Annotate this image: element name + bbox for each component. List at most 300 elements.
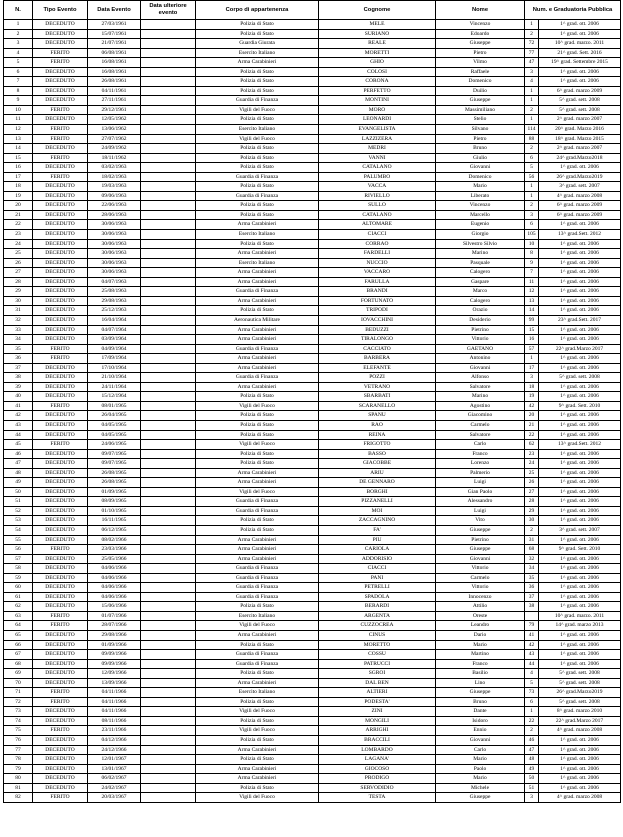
event-date-cell: 25/05/1966 [88, 554, 141, 564]
event-type-cell: DECEDUTO [33, 640, 88, 650]
event-type-cell: DECEDUTO [33, 325, 88, 335]
first-name-cell: Marino [436, 392, 525, 402]
corps-cell: Polizia di Stato [196, 525, 319, 535]
ranking-number-cell: 2 [525, 201, 539, 211]
first-name-cell: Vincenzo [436, 20, 525, 30]
further-event-date-cell [141, 344, 196, 354]
ranking-label-cell: 1^ grad. ott. 2006 [539, 239, 621, 249]
ranking-number-cell: 7 [525, 268, 539, 278]
event-date-cell: 03/02/1963 [88, 163, 141, 173]
ranking-number-cell: 5 [525, 163, 539, 173]
col-header-first-name: Nome [436, 1, 525, 20]
first-name-cell: Gaspare [436, 277, 525, 287]
table-row [4, 459, 621, 469]
table-row [4, 249, 621, 259]
event-date-cell: 21/07/1961 [88, 39, 141, 49]
ranking-label-cell: 5^ grad. sett. 2008 [539, 697, 621, 707]
further-event-date-cell [141, 564, 196, 574]
ranking-number-cell [525, 611, 539, 621]
row-number-cell: 19 [4, 191, 33, 201]
event-date-cell: 04/05/1965 [88, 430, 141, 440]
surname-cell: BORGHI [319, 487, 436, 497]
ranking-label-cell: 5^ grad. sett. 2008 [539, 678, 621, 688]
row-number-cell: 24 [4, 239, 33, 249]
event-type-cell: DECEDUTO [33, 86, 88, 96]
row-number-cell: 47 [4, 459, 33, 469]
table-row [4, 716, 621, 726]
row-number-cell: 2 [4, 29, 33, 39]
corps-cell: Esercito Italiano [196, 125, 319, 135]
corps-cell: Polizia di Stato [196, 783, 319, 793]
event-type-cell: DECEDUTO [33, 755, 88, 765]
surname-cell: FARDELLI [319, 249, 436, 259]
event-date-cell: 24/06/1965 [88, 440, 141, 450]
ranking-number-cell: 1 [525, 86, 539, 96]
event-date-cell: 01/09/1965 [88, 487, 141, 497]
further-event-date-cell [141, 29, 196, 39]
surname-cell: VANNI [319, 153, 436, 163]
ranking-label-cell: 13^ grad.Sett. 2012 [539, 230, 621, 240]
further-event-date-cell [141, 516, 196, 526]
further-event-date-cell [141, 487, 196, 497]
corps-cell: Esercito Italiano [196, 611, 319, 621]
ranking-label-cell: 22^ grad.Marzo 2017 [539, 344, 621, 354]
ranking-number-cell: 49 [525, 764, 539, 774]
row-number-cell: 33 [4, 325, 33, 335]
further-event-date-cell [141, 58, 196, 68]
ranking-number-cell: 6 [525, 220, 539, 230]
event-type-cell: DECEDUTO [33, 716, 88, 726]
event-date-cell: 18/11/1962 [88, 153, 141, 163]
surname-cell: CACCIATO [319, 344, 436, 354]
first-name-cell: Oreste [436, 611, 525, 621]
corps-cell: Arma Carabinieri [196, 535, 319, 545]
further-event-date-cell [141, 325, 196, 335]
event-date-cell: 06/02/1967 [88, 774, 141, 784]
surname-cell: VACCARO [319, 268, 436, 278]
ranking-label-cell: 1^ grad. ott. 2006 [539, 774, 621, 784]
ranking-label-cell: 6^ grad. marzo 2009 [539, 210, 621, 220]
ranking-label-cell: 1^ grad. ott. 2006 [539, 382, 621, 392]
corps-cell: Aeronautica Militare [196, 315, 319, 325]
surname-cell: CINUS [319, 631, 436, 641]
first-name-cell: Eugenio [436, 220, 525, 230]
surname-cell: LEONARDI [319, 115, 436, 125]
row-number-cell: 57 [4, 554, 33, 564]
ranking-number-cell: 42 [525, 640, 539, 650]
row-number-cell: 20 [4, 201, 33, 211]
table-row [4, 707, 621, 717]
event-date-cell: 30/06/1963 [88, 249, 141, 259]
first-name-cell: Vilmo [436, 58, 525, 68]
ranking-label-cell: 14^ grad. marzo 2013 [539, 621, 621, 631]
corps-cell: Guardia di Finanza [196, 506, 319, 516]
table-row [4, 373, 621, 383]
surname-cell: SGROI [319, 669, 436, 679]
further-event-date-cell [141, 478, 196, 488]
ranking-number-cell: 99 [525, 315, 539, 325]
event-type-cell: FERITO [33, 134, 88, 144]
first-name-cell: Luigi [436, 506, 525, 516]
event-date-cell: 19/03/1963 [88, 182, 141, 192]
ranking-number-cell: 3 [525, 210, 539, 220]
row-number-cell: 21 [4, 210, 33, 220]
first-name-cell: Pietro [436, 134, 525, 144]
ranking-label-cell: 1^ grad. ott. 2006 [539, 592, 621, 602]
ranking-number-cell: 51 [525, 783, 539, 793]
surname-cell: LAGANA' [319, 755, 436, 765]
first-name-cell: Domenico [436, 172, 525, 182]
surname-cell: MOI [319, 506, 436, 516]
ranking-label-cell: 21^ grad. Sett. 2016 [539, 48, 621, 58]
further-event-date-cell [141, 296, 196, 306]
event-type-cell: DECEDUTO [33, 392, 88, 402]
event-date-cell: 23/11/1966 [88, 726, 141, 736]
row-number-cell: 29 [4, 287, 33, 297]
event-date-cell: 08/02/1966 [88, 535, 141, 545]
table-row [4, 573, 621, 583]
ranking-number-cell: 25 [525, 468, 539, 478]
further-event-date-cell [141, 315, 196, 325]
row-number-cell: 66 [4, 640, 33, 650]
col-header-further-event-date: Data ulteriore evento [141, 1, 196, 20]
surname-cell: ALTIERI [319, 688, 436, 698]
corps-cell: Polizia di Stato [196, 392, 319, 402]
first-name-cell: Marco [436, 287, 525, 297]
first-name-cell: Vittorio [436, 583, 525, 593]
row-number-cell: 54 [4, 525, 33, 535]
corps-cell: Polizia di Stato [196, 459, 319, 469]
event-date-cell: 04/11/1966 [88, 697, 141, 707]
surname-cell: MEDRI [319, 144, 436, 154]
corps-cell: Arma Carabinieri [196, 335, 319, 345]
surname-cell: FRIGOTTO [319, 440, 436, 450]
table-row [4, 650, 621, 660]
further-event-date-cell [141, 401, 196, 411]
further-event-date-cell [141, 373, 196, 383]
ranking-label-cell: 1^ grad. ott. 2006 [539, 268, 621, 278]
ranking-number-cell: 57 [525, 344, 539, 354]
further-event-date-cell [141, 745, 196, 755]
surname-cell: SURIANO [319, 29, 436, 39]
row-number-cell: 32 [4, 315, 33, 325]
event-type-cell: FERITO [33, 344, 88, 354]
event-date-cell: 09/07/1965 [88, 459, 141, 469]
corps-cell: Arma Carabinieri [196, 745, 319, 755]
event-date-cell: 24/12/1966 [88, 745, 141, 755]
table-row [4, 96, 621, 106]
table-row [4, 506, 621, 516]
table-row [4, 172, 621, 182]
corps-cell: Polizia di Stato [196, 640, 319, 650]
event-date-cell: 04/06/1966 [88, 564, 141, 574]
ranking-label-cell: 1^ grad. ott. 2006 [539, 67, 621, 77]
corps-cell: Polizia di Stato [196, 411, 319, 421]
further-event-date-cell [141, 172, 196, 182]
first-name-cell: Mario [436, 640, 525, 650]
event-type-cell: DECEDUTO [33, 77, 88, 87]
table-row [4, 468, 621, 478]
table-row [4, 258, 621, 268]
row-number-cell: 79 [4, 764, 33, 774]
row-number-cell: 34 [4, 335, 33, 345]
table-row [4, 545, 621, 555]
further-event-date-cell [141, 545, 196, 555]
surname-cell: MELE [319, 20, 436, 30]
row-number-cell: 30 [4, 296, 33, 306]
further-event-date-cell [141, 287, 196, 297]
row-number-cell: 70 [4, 678, 33, 688]
corps-cell: Polizia di Stato [196, 182, 319, 192]
surname-cell: FARULLA [319, 277, 436, 287]
surname-cell: FA' [319, 525, 436, 535]
event-date-cell: 04/11/1966 [88, 688, 141, 698]
corps-cell: Guardia di Finanza [196, 564, 319, 574]
further-event-date-cell [141, 220, 196, 230]
event-type-cell: DECEDUTO [33, 659, 88, 669]
surname-cell: CATALANO [319, 163, 436, 173]
event-date-cell: 21/10/1964 [88, 373, 141, 383]
surname-cell: CUZZOCREA [319, 621, 436, 631]
ranking-label-cell: 1^ grad. ott. 2006 [539, 363, 621, 373]
further-event-date-cell [141, 420, 196, 430]
event-date-cell: 27/03/1961 [88, 20, 141, 30]
table-row [4, 783, 621, 793]
event-date-cell: 04/11/1966 [88, 707, 141, 717]
event-date-cell: 01/07/1966 [88, 611, 141, 621]
corps-cell: Polizia di Stato [196, 144, 319, 154]
first-name-cell: Giovanni [436, 163, 525, 173]
event-type-cell: DECEDUTO [33, 277, 88, 287]
event-date-cell: 15/12/1964 [88, 392, 141, 402]
first-name-cell: Carlo [436, 440, 525, 450]
event-date-cell: 06/12/1965 [88, 525, 141, 535]
corps-cell: Guardia di Finanza [196, 373, 319, 383]
ranking-number-cell: 27 [525, 487, 539, 497]
corps-cell: Esercito Italiano [196, 688, 319, 698]
event-type-cell: FERITO [33, 621, 88, 631]
first-name-cell: Lorenzo [436, 459, 525, 469]
corps-cell: Esercito Italiano [196, 48, 319, 58]
ranking-label-cell: 1^ grad. ott. 2006 [539, 468, 621, 478]
row-number-cell: 46 [4, 449, 33, 459]
ranking-label-cell: 9^ grad. Sett. 2010 [539, 545, 621, 555]
table-row [4, 401, 621, 411]
event-date-cell: 16/08/1961 [88, 67, 141, 77]
event-type-cell: DECEDUTO [33, 182, 88, 192]
surname-cell: BASSO [319, 449, 436, 459]
ranking-label-cell: 3^ grad. sett. 2007 [539, 525, 621, 535]
corps-cell: Arma Carabinieri [196, 468, 319, 478]
row-number-cell: 23 [4, 230, 33, 240]
first-name-cell: Carlo [436, 745, 525, 755]
table-row [4, 39, 621, 49]
row-number-cell: 43 [4, 420, 33, 430]
surname-cell: PETRELLI [319, 583, 436, 593]
surname-cell: COSSU [319, 650, 436, 660]
corps-cell: Guardia di Finanza [196, 287, 319, 297]
ranking-number-cell: 13 [525, 296, 539, 306]
row-number-cell: 55 [4, 535, 33, 545]
ranking-label-cell: 4^ grad. marzo 2008 [539, 191, 621, 201]
first-name-cell: Attilio [436, 602, 525, 612]
row-number-cell: 64 [4, 621, 33, 631]
ranking-number-cell: 5 [525, 678, 539, 688]
event-type-cell: FERITO [33, 401, 88, 411]
col-header-corps: Corpo di appartenenza [196, 1, 319, 20]
row-number-cell: 68 [4, 659, 33, 669]
row-number-cell: 73 [4, 707, 33, 717]
first-name-cell: Pietrino [436, 325, 525, 335]
ranking-number-cell: 2 [525, 29, 539, 39]
surname-cell: CIACCI [319, 564, 436, 574]
event-type-cell: DECEDUTO [33, 239, 88, 249]
table-row [4, 564, 621, 574]
surname-cell: SPADOLA [319, 592, 436, 602]
corps-cell: Polizia di Stato [196, 239, 319, 249]
row-number-cell: 44 [4, 430, 33, 440]
event-type-cell: DECEDUTO [33, 783, 88, 793]
ranking-label-cell: 1^ grad. ott. 2006 [539, 163, 621, 173]
first-name-cell: Ennio [436, 726, 525, 736]
further-event-date-cell [141, 77, 196, 87]
event-type-cell: DECEDUTO [33, 20, 88, 30]
ranking-label-cell: 10^ grad. marzo. 2011 [539, 39, 621, 49]
corps-cell: Polizia di Stato [196, 716, 319, 726]
ranking-label-cell: 26^ grad.Marzo2019 [539, 688, 621, 698]
corps-cell: Polizia di Stato [196, 20, 319, 30]
further-event-date-cell [141, 239, 196, 249]
row-number-cell: 76 [4, 736, 33, 746]
event-type-cell: DECEDUTO [33, 592, 88, 602]
event-date-cell: 12/05/1962 [88, 115, 141, 125]
row-number-cell: 37 [4, 363, 33, 373]
ranking-label-cell: 1^ grad. ott. 2006 [539, 430, 621, 440]
corps-cell: Polizia di Stato [196, 29, 319, 39]
further-event-date-cell [141, 678, 196, 688]
first-name-cell: Franco [436, 659, 525, 669]
event-type-cell: DECEDUTO [33, 29, 88, 39]
event-date-cell: 27/07/1962 [88, 134, 141, 144]
further-event-date-cell [141, 67, 196, 77]
row-number-cell: 60 [4, 583, 33, 593]
ranking-label-cell: 1^ grad. ott. 2006 [539, 335, 621, 345]
row-number-cell: 18 [4, 182, 33, 192]
event-date-cell: 24/02/1967 [88, 783, 141, 793]
further-event-date-cell [141, 602, 196, 612]
table-row [4, 764, 621, 774]
event-date-cell: 04/06/1966 [88, 573, 141, 583]
surname-cell: ZACCAGNINO [319, 516, 436, 526]
first-name-cell: Vito [436, 516, 525, 526]
ranking-number-cell: 1 [525, 707, 539, 717]
event-date-cell: 09/09/1966 [88, 650, 141, 660]
event-type-cell: DECEDUTO [33, 115, 88, 125]
col-header-event-type: Tipo Evento [33, 1, 88, 20]
first-name-cell: Dante [436, 707, 525, 717]
corps-cell: Arma Carabinieri [196, 220, 319, 230]
ranking-number-cell: 4 [525, 77, 539, 87]
ranking-label-cell: 1^ grad. ott. 2006 [539, 602, 621, 612]
event-type-cell: DECEDUTO [33, 335, 88, 345]
event-type-cell: DECEDUTO [33, 382, 88, 392]
event-type-cell: DECEDUTO [33, 774, 88, 784]
first-name-cell: Giuseppe [436, 545, 525, 555]
ranking-label-cell: 1^ grad. ott. 2006 [539, 736, 621, 746]
ranking-label-cell: 1^ grad. ott. 2006 [539, 420, 621, 430]
event-type-cell: DECEDUTO [33, 745, 88, 755]
corps-cell: Polizia di Stato [196, 115, 319, 125]
surname-cell: PRODIGO [319, 774, 436, 784]
event-type-cell: DECEDUTO [33, 210, 88, 220]
event-date-cell: 13/06/1962 [88, 125, 141, 135]
event-type-cell: DECEDUTO [33, 535, 88, 545]
row-number-cell: 58 [4, 564, 33, 574]
ranking-label-cell: 1^ grad. ott. 2006 [539, 564, 621, 574]
corps-cell: Arma Carabinieri [196, 478, 319, 488]
event-date-cell: 08/09/1965 [88, 497, 141, 507]
corps-cell: Esercito Italiano [196, 258, 319, 268]
further-event-date-cell [141, 249, 196, 259]
event-date-cell: 12/09/1966 [88, 669, 141, 679]
table-row [4, 669, 621, 679]
surname-cell: NUCCIO [319, 258, 436, 268]
further-event-date-cell [141, 201, 196, 211]
event-date-cell: 30/06/1963 [88, 268, 141, 278]
ranking-number-cell: 88 [525, 134, 539, 144]
further-event-date-cell [141, 573, 196, 583]
corps-cell: Arma Carabinieri [196, 58, 319, 68]
ranking-number-cell: 35 [525, 573, 539, 583]
ranking-label-cell: 1^ grad. ott. 2006 [539, 535, 621, 545]
surname-cell: TRIPODI [319, 306, 436, 316]
ranking-label-cell: 1^ grad. ott. 2006 [539, 449, 621, 459]
ranking-label-cell: 1^ grad. ott. 2006 [539, 497, 621, 507]
surname-cell: ELEFANTE [319, 363, 436, 373]
surname-cell: GIACOBBE [319, 459, 436, 469]
ranking-label-cell: 1^ grad. ott. 2006 [539, 573, 621, 583]
further-event-date-cell [141, 621, 196, 631]
row-number-cell: 48 [4, 468, 33, 478]
ranking-label-cell: 1^ grad. ott. 2006 [539, 506, 621, 516]
ranking-label-cell: 1^ grad. ott. 2006 [539, 650, 621, 660]
col-header-ranking: Num. e Graduatoria Pubblica [525, 1, 621, 20]
ranking-label-cell: 1^ grad. ott. 2006 [539, 640, 621, 650]
further-event-date-cell [141, 449, 196, 459]
ranking-number-cell: 72 [525, 39, 539, 49]
event-date-cell: 04/07/1964 [88, 325, 141, 335]
first-name-cell: Mario [436, 182, 525, 192]
table-row [4, 697, 621, 707]
event-date-cell: 26/08/1961 [88, 77, 141, 87]
ranking-label-cell: 1^ grad. ott. 2006 [539, 783, 621, 793]
event-type-cell: FERITO [33, 688, 88, 698]
ranking-number-cell: 2 [525, 726, 539, 736]
surname-cell: DAL BEN [319, 678, 436, 688]
table-row [4, 182, 621, 192]
row-number-cell: 69 [4, 669, 33, 679]
first-name-cell: Calogero [436, 296, 525, 306]
surname-cell: RIVIELLO [319, 191, 436, 201]
ranking-label-cell: 1^ grad. ott. 2006 [539, 487, 621, 497]
ranking-number-cell: 19 [525, 392, 539, 402]
ranking-number-cell: 62 [525, 440, 539, 450]
event-type-cell: DECEDUTO [33, 258, 88, 268]
ranking-label-cell: 1^ grad. ott. 2006 [539, 306, 621, 316]
event-type-cell: DECEDUTO [33, 707, 88, 717]
ranking-number-cell: 77 [525, 48, 539, 58]
event-date-cell: 04/06/1966 [88, 592, 141, 602]
